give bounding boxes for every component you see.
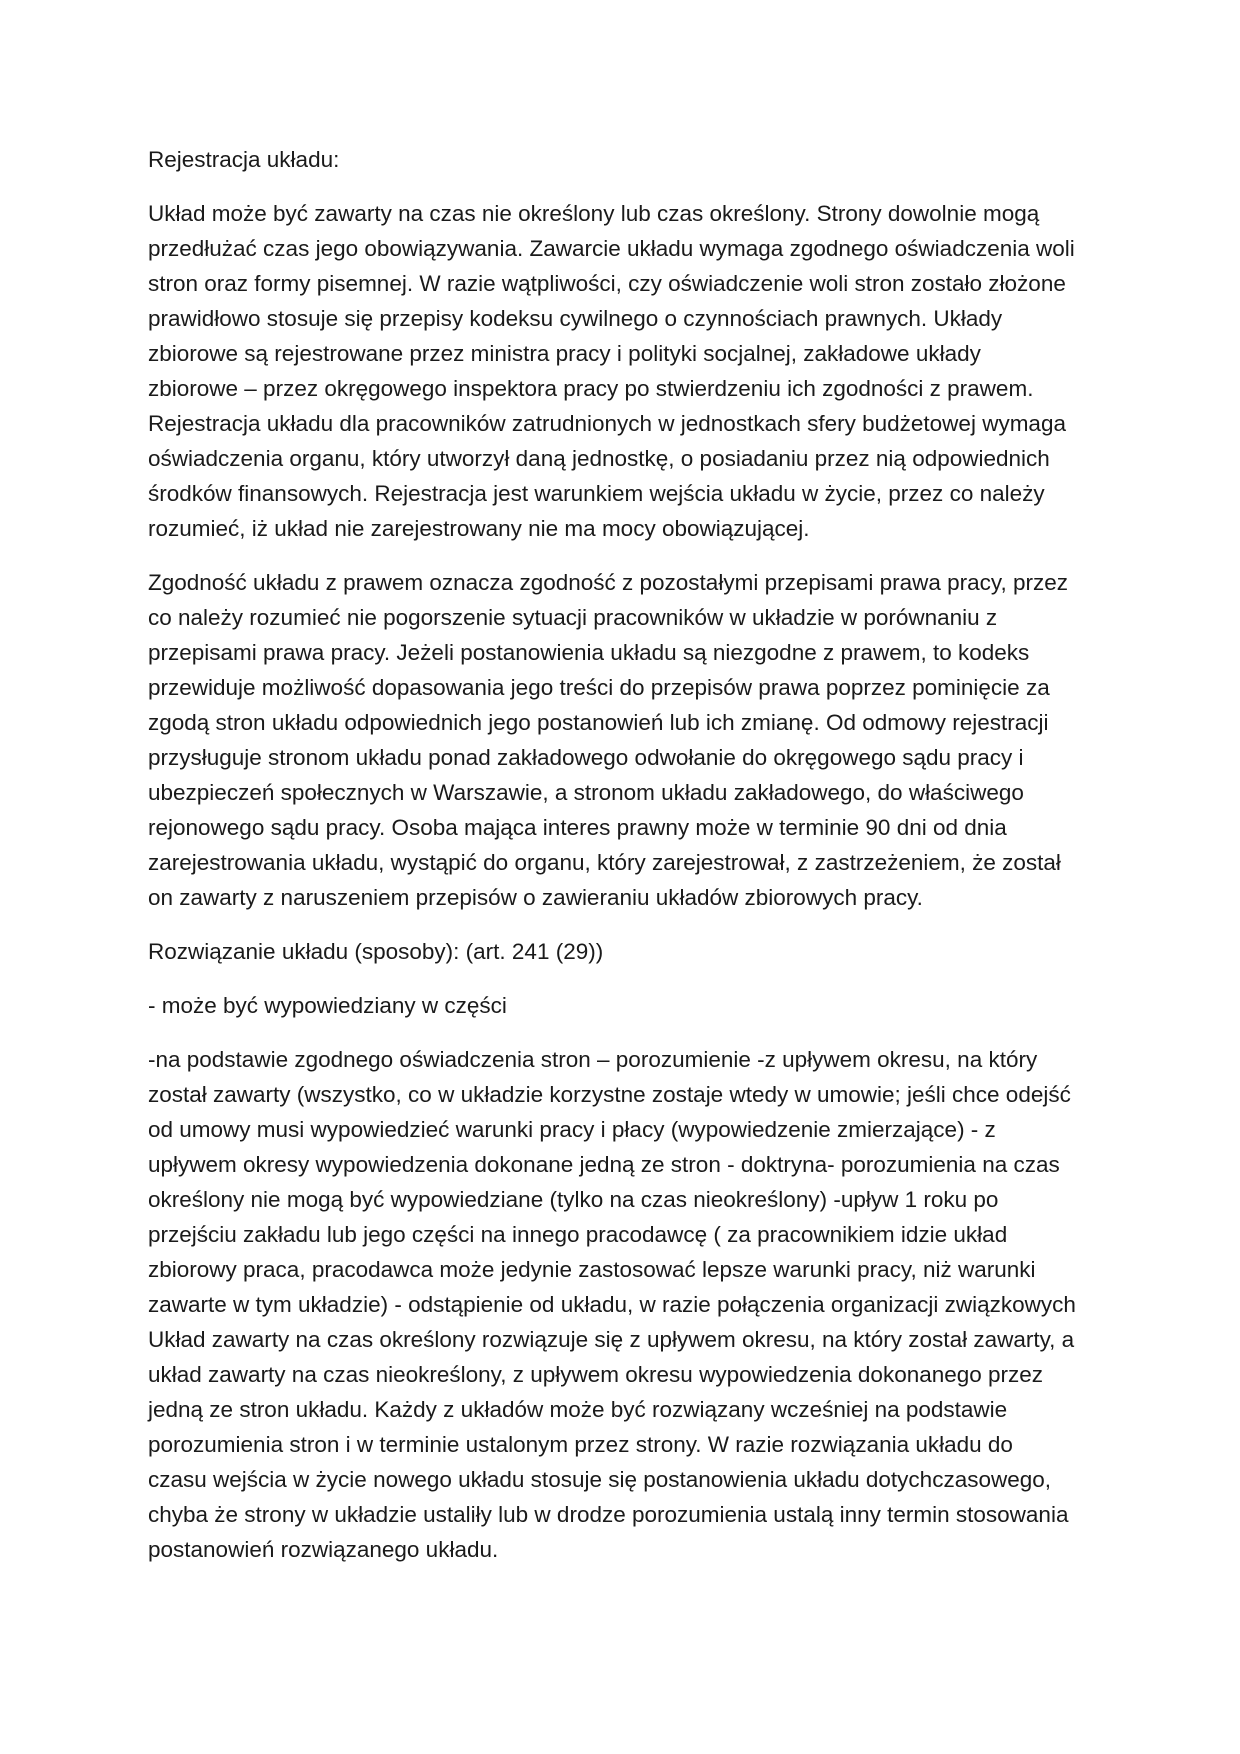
- text-line: oświadczenia organu, który utworzył daną jednostkę, o posiadaniu przez nią odpowiednich: [148, 446, 1050, 471]
- text-line: on zawarty z naruszeniem przepisów o zawieraniu układów zbiorowych pracy.: [148, 885, 923, 910]
- text-line: przysługuje stronom układu ponad zakładowego odwołanie do okręgowego sądu pracy i: [148, 745, 1024, 770]
- text-line: Rejestracja układu dla pracowników zatrudnionych w jednostkach sfery budżetowej wymaga: [148, 411, 1066, 436]
- document-page: [148, 142, 1098, 1586]
- text-line: rejonowego sądu pracy. Osoba mająca interes prawny może w terminie 90 dni od dnia: [148, 815, 1007, 840]
- text-line: ubezpieczeń społecznych w Warszawie, a stronom układu zakładowego, do właściwego: [148, 780, 1024, 805]
- text-line: porozumienia stron i w terminie ustalonym przez strony. W razie rozwiązania układu do: [148, 1432, 1013, 1457]
- text-line: zgodą stron układu odpowiednich jego postanowień lub ich zmianę. Od odmowy rejestracji: [148, 710, 1049, 735]
- text-line: zbiorowe – przez okręgowego inspektora pracy po stwierdzeniu ich zgodności z prawem.: [148, 376, 1034, 401]
- text-line: Układ zawarty na czas określony rozwiązuje się z upływem okresu, na który został zawarty, a: [148, 1327, 1075, 1352]
- heading-line: Rejestracja układu:: [148, 147, 340, 172]
- text-line: czasu wejścia w życie nowego układu stosuje się postanowienia układu dotychczasowego,: [148, 1467, 1052, 1492]
- text-line: jedną ze stron układu. Każdy z układów może być rozwiązany wcześniej na podstawie: [148, 1397, 1008, 1422]
- text-line: rozumieć, iż układ nie zarejestrowany nie ma mocy obowiązującej.: [148, 516, 810, 541]
- paragraph-termination: [148, 1042, 1098, 1567]
- text-line: Układ może być zawarty na czas nie określony lub czas określony. Strony dowolnie mogą: [148, 201, 1040, 226]
- bullet-partial-termination: [148, 988, 1098, 1023]
- text-line: środków finansowych. Rejestracja jest warunkiem wejścia układu w życie, przez co należy: [148, 481, 1045, 506]
- text-line: upływem okresy wypowiedzenia dokonane jedną ze stron - doktryna- porozumienia na czas: [148, 1152, 1060, 1177]
- text-line: chyba że strony w układzie ustaliły lub w drodze porozumienia ustalą inny termin stosowania: [148, 1502, 1069, 1527]
- heading-line: Rozwiązanie układu (sposoby): (art. 241 (29)): [148, 939, 604, 964]
- text-line: przedłużać czas jego obowiązywania. Zawarcie układu wymaga zgodnego oświadczenia woli: [148, 236, 1075, 261]
- text-line: - może być wypowiedziany w części: [148, 993, 507, 1018]
- paragraph-compliance: [148, 565, 1098, 915]
- text-line: co należy rozumieć nie pogorszenie sytuacji pracowników w układzie w porównaniu z: [148, 605, 998, 630]
- text-line: zawarte w tym układzie) - odstąpienie od układu, w razie połączenia organizacji związkowych: [148, 1292, 1076, 1317]
- heading-registration: [148, 142, 1098, 177]
- text-line: -na podstawie zgodnego oświadczenia stron – porozumienie -z upływem okresu, na który: [148, 1047, 1038, 1072]
- text-line: układ zawarty na czas nieokreślony, z upływem okresu wypowiedzenia dokonanego przez: [148, 1362, 1044, 1387]
- heading-termination: [148, 934, 1098, 969]
- text-line: prawidłowo stosuje się przepisy kodeksu cywilnego o czynnościach prawnych. Układy: [148, 306, 1003, 331]
- text-line: postanowień rozwiązanego układu.: [148, 1537, 499, 1562]
- text-line: przewiduje możliwość dopasowania jego treści do przepisów prawa poprzez pominięcie za: [148, 675, 1050, 700]
- text-line: Zgodność układu z prawem oznacza zgodność z pozostałymi przepisami prawa pracy, przez: [148, 570, 1069, 595]
- paragraph-registration: [148, 196, 1098, 546]
- text-line: zbiorowy praca, pracodawca może jedynie zastosować lepsze warunki pracy, niż warunki: [148, 1257, 1036, 1282]
- text-line: stron oraz formy pisemnej. W razie wątpliwości, czy oświadczenie woli stron zostało złożone: [148, 271, 1066, 296]
- text-line: został zawarty (wszystko, co w układzie korzystne zostaje wtedy w umowie; jeśli chce odejść: [148, 1082, 1071, 1107]
- text-line: zarejestrowania układu, wystąpić do organu, który zarejestrował, z zastrzeżeniem, że został: [148, 850, 1061, 875]
- text-line: określony nie mogą być wypowiedziane (tylko na czas nieokreślony) -upływ 1 roku po: [148, 1187, 999, 1212]
- text-line: od umowy musi wypowiedzieć warunki pracy i płacy (wypowiedzenie zmierzające) - z: [148, 1117, 996, 1142]
- text-line: przepisami prawa pracy. Jeżeli postanowienia układu są niezgodne z prawem, to kodeks: [148, 640, 1030, 665]
- text-line: zbiorowe są rejestrowane przez ministra pracy i polityki socjalnej, zakładowe układy: [148, 341, 981, 366]
- text-line: przejściu zakładu lub jego części na innego pracodawcę ( za pracownikiem idzie układ: [148, 1222, 1008, 1247]
